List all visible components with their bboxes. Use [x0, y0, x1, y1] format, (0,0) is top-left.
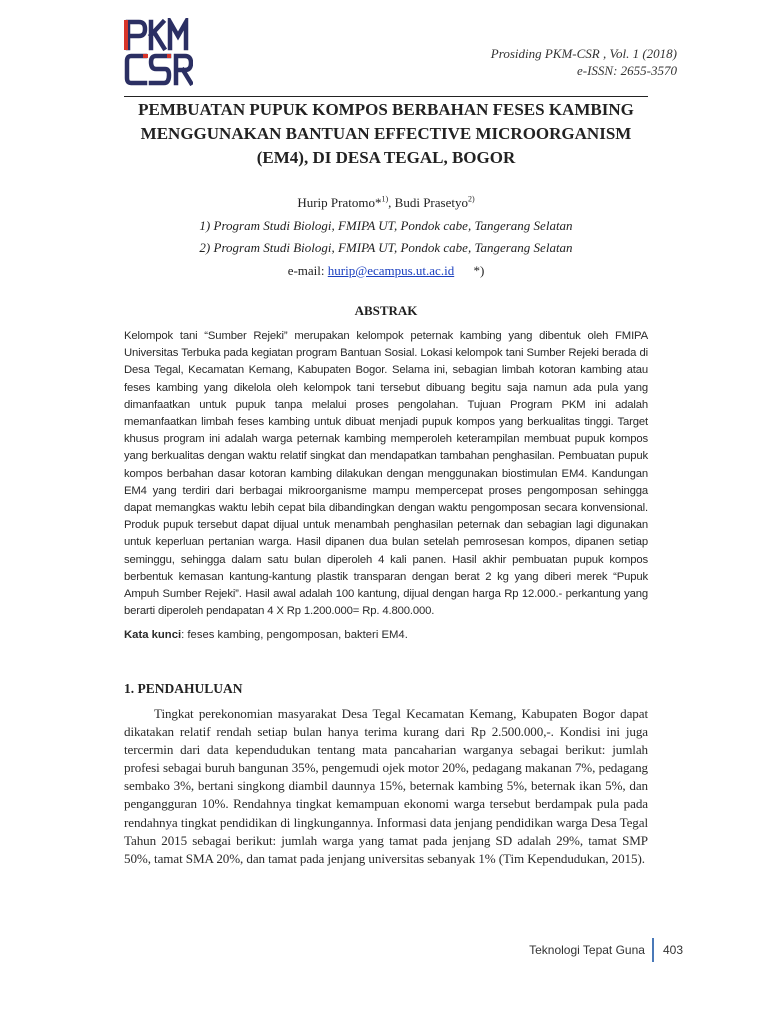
pkm-csr-logo-mark — [123, 18, 193, 86]
keywords-label: Kata kunci — [124, 629, 182, 641]
abstract-heading: ABSTRAK — [354, 303, 418, 318]
journal-info — [491, 45, 677, 79]
author-sup: 1) — [381, 194, 389, 204]
title-line: PEMBUATAN PUPUK KOMPOS BERBAHAN FESES KAMBING — [138, 100, 634, 119]
affiliation: 2) Program Studi Biologi, FMIPA UT, Pondok cabe, Tangerang Selatan — [199, 240, 573, 255]
keywords-list: : feses kambing, pengomposan, bakteri EM4. — [181, 629, 408, 641]
author-separator: , — [388, 195, 395, 210]
section-paragraph: Tingkat perekonomian masyarakat Desa Tegal Kecamatan Kemang, Kabupaten Bogor dapat dikatakan relatif rendah setiap bulan hanya terima kurang dari Rp 2.500.000,-. Kondisi ini juga tercermin dari data kependudukan tentang mata pancaharian warganya sebagai berikut: jumlah profesi sebagai buruh bangunan 35%, pengemudi ojek motor 20%, pedagang makanan 7%, pedagang sembako 3%, bertani singkong diambil daunnya 15%, beternak kambing 5%, beternak ikan 5%, dan pengangguran 10%. Rendahnya tingkat kemampuan ekonomi warga tersebut berdampak pula pada rendahnya tingkat pendidikan di lingkungannya. Informasi data jenjang pendidikan warga Desa Tegal Tahun 2015 sebagai berikut: jumlah warga yang tamat pada jenjang SD adalah 29%, tamat SMP 50%, tamat SMA 20%, dan tamat pada jenjang universitas sebanyak 1% (Tim Kependudukan, 2015). — [124, 706, 648, 866]
email-label: e-mail: — [287, 262, 328, 278]
journal-issn: e-ISSN: 2655-3570 — [576, 63, 677, 78]
footer-divider — [652, 938, 654, 962]
author-line — [124, 192, 648, 215]
email-note: *) — [473, 262, 485, 278]
authors-block — [124, 192, 648, 282]
footer-label: Teknologi Tepat Guna — [529, 943, 645, 957]
page-number: 403 — [662, 943, 683, 957]
title-line: (EM4), DI DESA TEGAL, BOGOR — [256, 148, 516, 167]
pkm-csr-logo — [123, 18, 193, 86]
email-link[interactable]: hurip@ecampus.ut.ac.id — [327, 262, 455, 278]
author-name: Hurip Pratomo* — [297, 195, 382, 210]
email-line — [124, 260, 648, 283]
section-heading: 1. PENDAHULUAN — [124, 681, 243, 696]
journal-volume: Prosiding PKM-CSR , Vol. 1 (2018) — [490, 46, 677, 61]
page-footer — [529, 938, 683, 962]
paper-title — [124, 96, 648, 170]
title-line: MENGGUNAKAN BANTUAN EFFECTIVE MICROORGANISM — [140, 124, 632, 143]
author-sup: 2) — [467, 194, 475, 204]
author-name: Budi Prasetyo — [394, 195, 468, 210]
abstract-text: Kelompok tani “Sumber Rejeki” merupakan kelompok peternak kambing yang dibentuk oleh FMIPA Universitas Terbuka pada kegiatan program Bantuan Sosial. Lokasi kelompok tani Sumber Rejeki berada di Desa Tegal, Kecamatan Kemang, Kabupaten Bogor. Selama ini, sebagian limbah kotoran kambing atau feses kambing yang dikelola oleh kelompok tani tersebut dibuang begitu saja namun ada pula yang dimanfaatkan untuk pupuk tanpa melalui proses pengolahan. Tujuan Program PKM ini adalah memanfaatkan limbah feses kambing untuk dibuat menjadi pupuk kompos yang berkualitas tinggi. Target khusus program ini adalah warga peternak kambing memperoleh keterampilan membuat pupuk kompos yang berkualitas dengan waktu relatif singkat dan mendapatkan tambahan penghasilan. Pembuatan pupuk kompos berbahan dasar kotoran kambing dilakukan dengan menggunakan biostimulan EM4. Kandungan EM4 yang terdiri dari berbagai mikroorganisme mampu mempercepat proses pengomposan sehingga dapat memangkas waktu lebih cepat bila dibandingkan dengan waktu pengomposan secara konvensional. Produk pupuk tersebut dapat dijual untuk menambah penghasilan peternak dan sebagian lagi digunakan untuk keperluan pertanian warga. Hasil dipanen dua bulan setelah pemrosesan kompos, dipanen setiap seminggu, sehingga dalam satu bulan diperoleh 4 kali panen. Hasil akhir pembuatan pupuk kompos berbentuk kemasan kantung-kantung plastik transparan dengan berat 2 kg yang diberi merek “Pupuk Ampuh Sumber Rejeki”. Hasil awal adalah 100 kantung, dijual dengan harga Rp 12.000.- perkantung yang berarti diperoleh pendapatan 4 X Rp 1.200.000= Rp. 4.800.000. — [124, 330, 648, 618]
affiliation: 1) Program Studi Biologi, FMIPA UT, Pondok cabe, Tangerang Selatan — [199, 217, 573, 233]
keywords — [124, 627, 648, 643]
